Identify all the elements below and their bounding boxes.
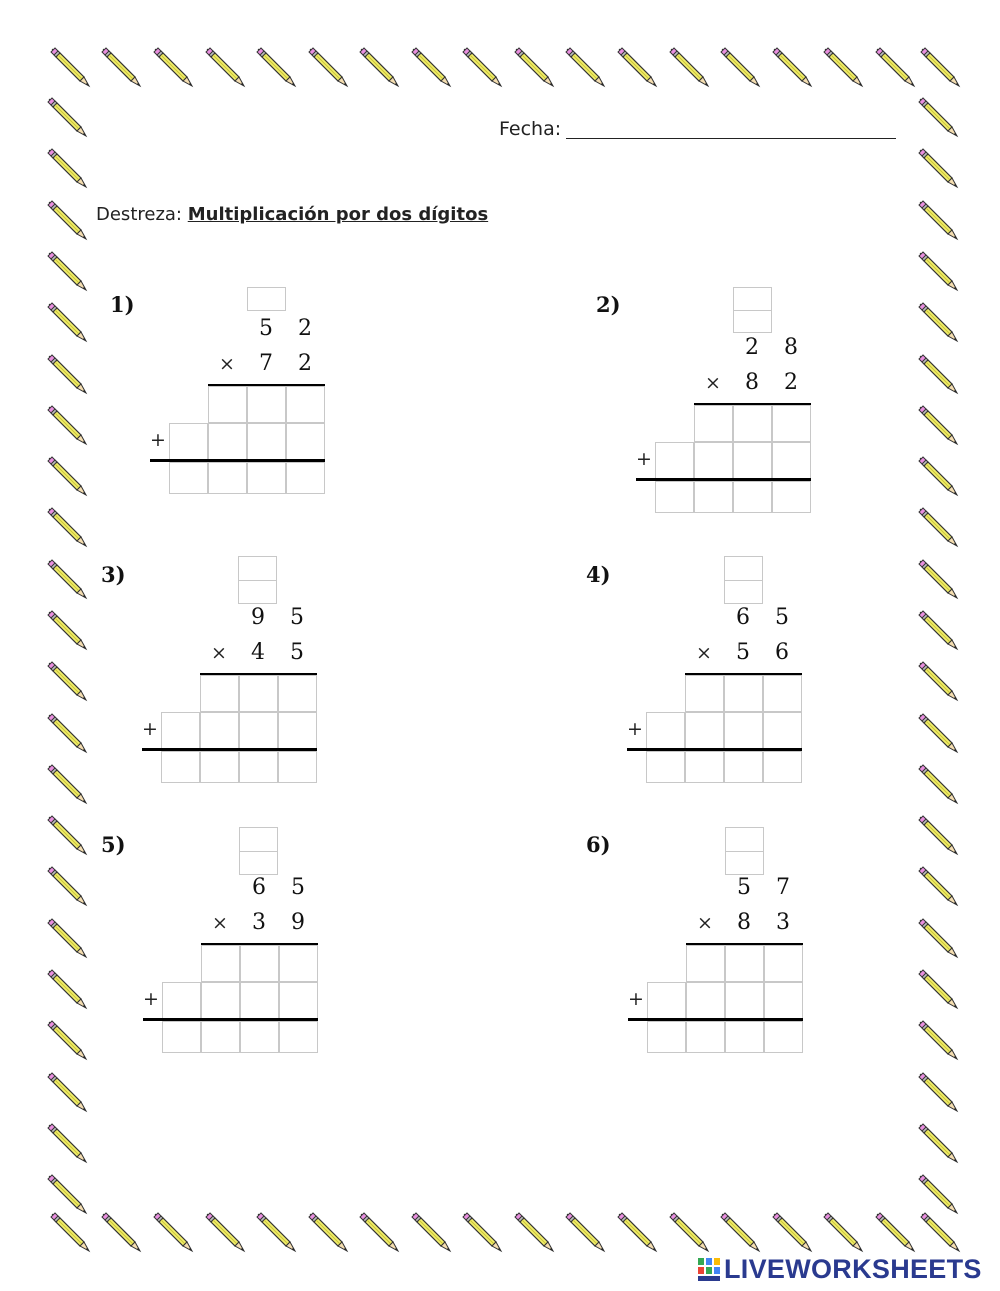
- pencil-icon: [148, 1207, 198, 1257]
- partial-product-cell[interactable]: [686, 945, 725, 982]
- pencil-icon: [913, 964, 963, 1014]
- answer-cell[interactable]: [772, 481, 811, 513]
- problem-number: 1): [110, 292, 135, 317]
- pencil-icon: [200, 1207, 250, 1257]
- pencil-icon: [664, 1207, 714, 1257]
- pencil-icon: [818, 42, 868, 92]
- partial-product-cell[interactable]: [201, 982, 240, 1019]
- times-sign: ×: [705, 372, 721, 394]
- problem-number: 4): [586, 562, 611, 587]
- answer-cell[interactable]: [278, 751, 317, 783]
- brand-text: LIVEWORKSHEETS: [724, 1253, 982, 1284]
- multiplier-digit: 5: [290, 640, 304, 665]
- plus-sign: +: [150, 429, 166, 451]
- partial-product-cell[interactable]: [772, 442, 811, 479]
- pencil-icon: [45, 1207, 95, 1257]
- answer-cell[interactable]: [161, 751, 200, 783]
- pencil-icon: [870, 42, 920, 92]
- plus-sign: +: [142, 718, 158, 740]
- partial-product-cell[interactable]: [239, 675, 278, 712]
- partial-product-cell[interactable]: [286, 423, 325, 460]
- pencil-icon: [42, 1067, 92, 1117]
- partial-product-cell[interactable]: [240, 945, 279, 982]
- answer-cell[interactable]: [685, 751, 724, 783]
- pencil-icon: [42, 759, 92, 809]
- pencil-icon: [42, 861, 92, 911]
- answer-cell[interactable]: [247, 462, 286, 494]
- answer-cell[interactable]: [286, 462, 325, 494]
- pencil-icon: [913, 1067, 963, 1117]
- multiplicand-digit: 9: [251, 605, 265, 630]
- multiplicand-digit: 8: [784, 335, 798, 360]
- pencil-icon: [42, 708, 92, 758]
- partial-product-cell[interactable]: [764, 982, 803, 1019]
- pencil-icon: [913, 861, 963, 911]
- answer-cell[interactable]: [162, 1021, 201, 1053]
- partial-product-cell[interactable]: [733, 405, 772, 442]
- partial-product-cell[interactable]: [239, 712, 278, 749]
- plus-sign: +: [636, 448, 652, 470]
- partial-product-cell[interactable]: [686, 982, 725, 1019]
- pencil-icon: [509, 1207, 559, 1257]
- brand-logo: [698, 1254, 982, 1284]
- times-sign: ×: [211, 642, 227, 664]
- carry-box[interactable]: [725, 827, 764, 875]
- pencil-icon: [42, 400, 92, 450]
- pencil-icon: [303, 42, 353, 92]
- pencil-icon: [913, 554, 963, 604]
- partial-product-cell[interactable]: [200, 675, 239, 712]
- plus-sign: +: [143, 988, 159, 1010]
- partial-product-cell[interactable]: [240, 982, 279, 1019]
- answer-cell[interactable]: [694, 481, 733, 513]
- partial-product-cell[interactable]: [169, 423, 208, 460]
- problem-number: 3): [101, 562, 126, 587]
- carry-box[interactable]: [733, 287, 772, 333]
- pencil-icon: [96, 1207, 146, 1257]
- partial-product-cell[interactable]: [162, 982, 201, 1019]
- pencil-icon: [913, 605, 963, 655]
- partial-product-cell[interactable]: [286, 386, 325, 423]
- pencil-icon: [42, 656, 92, 706]
- problem-number: 2): [596, 292, 621, 317]
- pencil-icon: [913, 92, 963, 142]
- answer-cell[interactable]: [646, 751, 685, 783]
- pencil-icon: [767, 1207, 817, 1257]
- partial-product-cell[interactable]: [685, 712, 724, 749]
- pencil-icon: [612, 1207, 662, 1257]
- answer-cell[interactable]: [208, 462, 247, 494]
- multiplier-digit: 4: [251, 640, 265, 665]
- partial-product-cell[interactable]: [725, 982, 764, 1019]
- partial-product-cell[interactable]: [647, 982, 686, 1019]
- pencil-icon: [42, 913, 92, 963]
- pencil-icon: [42, 964, 92, 1014]
- answer-cell[interactable]: [201, 1021, 240, 1053]
- pencil-icon: [913, 708, 963, 758]
- pencil-icon: [406, 42, 456, 92]
- pencil-icon: [612, 42, 662, 92]
- multiplier-digit: 6: [775, 640, 789, 665]
- multiplicand-digit: 2: [745, 335, 759, 360]
- partial-product-cell[interactable]: [278, 712, 317, 749]
- pencil-icon: [664, 42, 714, 92]
- partial-product-cell[interactable]: [694, 442, 733, 479]
- answer-cell[interactable]: [686, 1021, 725, 1053]
- pencil-icon: [45, 42, 95, 92]
- partial-product-cell[interactable]: [764, 945, 803, 982]
- pencil-icon: [42, 92, 92, 142]
- multiplier-digit: 9: [291, 910, 305, 935]
- pencil-icon: [42, 1015, 92, 1065]
- partial-product-cell[interactable]: [208, 423, 247, 460]
- carry-divider: [240, 851, 277, 852]
- problem-number: 6): [586, 832, 611, 857]
- multiplier-digit: 2: [298, 351, 312, 376]
- answer-cell[interactable]: [724, 751, 763, 783]
- multiplier-digit: 8: [737, 910, 751, 935]
- pencil-icon: [913, 759, 963, 809]
- pencil-icon: [354, 1207, 404, 1257]
- carry-box[interactable]: [239, 827, 278, 875]
- pencil-icon: [42, 246, 92, 296]
- date-field[interactable]: [566, 138, 896, 139]
- carry-divider: [734, 310, 771, 311]
- answer-cell[interactable]: [279, 1021, 318, 1053]
- pencil-icon: [915, 1207, 965, 1257]
- pencil-icon: [42, 349, 92, 399]
- pencil-icon: [509, 42, 559, 92]
- partial-product-cell[interactable]: [724, 712, 763, 749]
- partial-product-cell[interactable]: [201, 945, 240, 982]
- pencil-icon: [560, 42, 610, 92]
- multiplicand-digit: 5: [775, 605, 789, 630]
- partial-product-cell[interactable]: [685, 675, 724, 712]
- multiplicand-digit: 5: [737, 875, 751, 900]
- pencil-icon: [913, 1015, 963, 1065]
- answer-cell[interactable]: [239, 751, 278, 783]
- pencil-icon: [915, 42, 965, 92]
- pencil-icon: [457, 42, 507, 92]
- date-label: Fecha:: [499, 118, 562, 140]
- pencil-icon: [42, 502, 92, 552]
- partial-product-cell[interactable]: [724, 675, 763, 712]
- pencil-icon: [913, 400, 963, 450]
- pencil-icon: [715, 1207, 765, 1257]
- carry-divider: [239, 580, 276, 581]
- pencil-icon: [354, 42, 404, 92]
- answer-cell[interactable]: [169, 462, 208, 494]
- pencil-icon: [818, 1207, 868, 1257]
- answer-cell[interactable]: [725, 1021, 764, 1053]
- pencil-icon: [251, 1207, 301, 1257]
- multiplier-digit: 3: [776, 910, 790, 935]
- multiplicand-digit: 2: [298, 316, 312, 341]
- answer-cell[interactable]: [733, 481, 772, 513]
- pencil-icon: [913, 656, 963, 706]
- pencil-icon: [913, 451, 963, 501]
- multiplier-digit: 7: [259, 351, 273, 376]
- carry-box[interactable]: [724, 556, 763, 604]
- partial-product-cell[interactable]: [247, 423, 286, 460]
- pencil-icon: [42, 195, 92, 245]
- pencil-icon: [715, 42, 765, 92]
- answer-cell[interactable]: [240, 1021, 279, 1053]
- times-sign: ×: [219, 353, 235, 375]
- pencil-icon: [200, 42, 250, 92]
- times-sign: ×: [212, 912, 228, 934]
- multiplicand-digit: 6: [252, 875, 266, 900]
- pencil-icon: [560, 1207, 610, 1257]
- pencil-icon: [42, 554, 92, 604]
- pencil-icon: [767, 42, 817, 92]
- pencil-icon: [42, 143, 92, 193]
- pencil-icon: [42, 605, 92, 655]
- multiplier-digit: 5: [736, 640, 750, 665]
- partial-product-cell[interactable]: [655, 442, 694, 479]
- answer-cell[interactable]: [647, 1021, 686, 1053]
- partial-product-cell[interactable]: [200, 712, 239, 749]
- partial-product-cell[interactable]: [208, 386, 247, 423]
- pencil-icon: [42, 297, 92, 347]
- pencil-icon: [303, 1207, 353, 1257]
- carry-divider: [726, 851, 763, 852]
- carry-divider: [725, 580, 762, 581]
- answer-cell[interactable]: [763, 751, 802, 783]
- multiplicand-digit: 5: [290, 605, 304, 630]
- pencil-icon: [913, 195, 963, 245]
- liveworksheets-logo-icon: [698, 1256, 720, 1282]
- partial-product-cell[interactable]: [279, 945, 318, 982]
- pencil-icon: [913, 246, 963, 296]
- pencil-icon: [913, 297, 963, 347]
- answer-cell[interactable]: [200, 751, 239, 783]
- plus-sign: +: [628, 988, 644, 1010]
- partial-product-cell[interactable]: [763, 712, 802, 749]
- pencil-icon: [913, 810, 963, 860]
- partial-product-cell[interactable]: [772, 405, 811, 442]
- partial-product-cell[interactable]: [161, 712, 200, 749]
- pencil-icon: [406, 1207, 456, 1257]
- pencil-icon: [457, 1207, 507, 1257]
- skill-title: Multiplicación por dos dígitos: [187, 204, 489, 225]
- skill-label: Destreza:: [96, 204, 182, 225]
- skill-line: [96, 204, 488, 225]
- partial-product-cell[interactable]: [733, 442, 772, 479]
- multiplier-digit: 2: [784, 370, 798, 395]
- pencil-icon: [870, 1207, 920, 1257]
- partial-product-cell[interactable]: [279, 982, 318, 1019]
- partial-product-cell[interactable]: [725, 945, 764, 982]
- pencil-icon: [42, 1118, 92, 1168]
- multiplier-digit: 3: [252, 910, 266, 935]
- pencil-icon: [913, 1169, 963, 1219]
- partial-product-cell[interactable]: [646, 712, 685, 749]
- pencil-icon: [42, 451, 92, 501]
- multiplicand-digit: 5: [291, 875, 305, 900]
- multiplicand-digit: 5: [259, 316, 273, 341]
- pencil-icon: [913, 349, 963, 399]
- times-sign: ×: [697, 912, 713, 934]
- pencil-icon: [251, 42, 301, 92]
- pencil-icon: [42, 810, 92, 860]
- answer-cell[interactable]: [655, 481, 694, 513]
- multiplier-digit: 8: [745, 370, 759, 395]
- partial-product-cell[interactable]: [694, 405, 733, 442]
- pencil-icon: [913, 502, 963, 552]
- pencil-icon: [42, 1169, 92, 1219]
- carry-box[interactable]: [247, 287, 286, 311]
- times-sign: ×: [696, 642, 712, 664]
- pencil-icon: [148, 42, 198, 92]
- problem-number: 5): [101, 832, 126, 857]
- plus-sign: +: [627, 718, 643, 740]
- carry-box[interactable]: [238, 556, 277, 604]
- partial-product-cell[interactable]: [278, 675, 317, 712]
- partial-product-cell[interactable]: [763, 675, 802, 712]
- pencil-icon: [913, 143, 963, 193]
- answer-cell[interactable]: [764, 1021, 803, 1053]
- multiplicand-digit: 7: [776, 875, 790, 900]
- pencil-icon: [96, 42, 146, 92]
- pencil-icon: [913, 1118, 963, 1168]
- multiplicand-digit: 6: [736, 605, 750, 630]
- partial-product-cell[interactable]: [247, 386, 286, 423]
- pencil-icon: [913, 913, 963, 963]
